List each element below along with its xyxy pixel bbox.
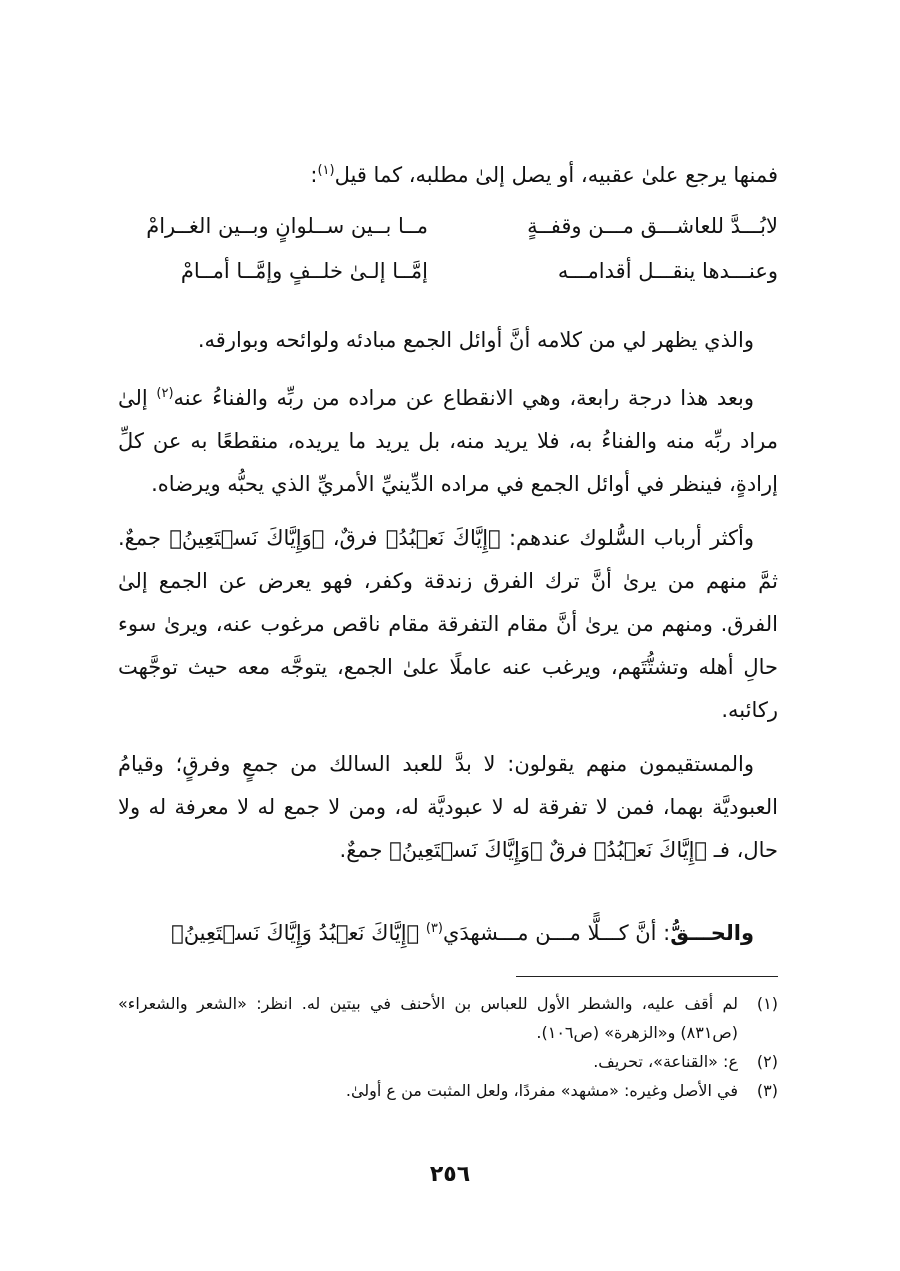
paragraph-5-text: : أنَّ كـــلًّا مـــن مـــشهدَي	[442, 921, 671, 945]
paragraph-2	[118, 377, 778, 506]
footnote-text: لم أقف عليه، والشطر الأول للعباس بن الأحنف في بيتين له. انظر: «الشعر والشعراء» (ص٨٣١) و«الزهرة» (ص١٠٦).	[118, 994, 738, 1042]
paragraph-1: والذي يظهر لي من كلامه أنَّ أوائل الجمع مبادئه ولوائحه وبوارقه.	[197, 328, 754, 352]
poem-line	[118, 259, 778, 304]
footnote-text: في الأصل وغيره: «مشهد» مفردًا، ولعل المثبت من ع أولىٰ.	[345, 1081, 738, 1100]
footnote-number: (٣)	[756, 1081, 778, 1100]
poem-hemistich-second: مــا بــين ســلوانٍ وبــين الغــرامْ	[146, 214, 428, 238]
footnote	[118, 1047, 778, 1076]
paragraph-2-body: إلىٰ مراد ربِّه منه والفناءُ به، فلا يريد منه، بل يريد ما يريده، منقطعًا به عن كلِّ إرادةٍ، فينظر في أوائل الجمع في مراده الدِّينيِّ الأمريِّ الذي يحبُّه ويرضاه.	[118, 386, 778, 496]
intro-paragraph	[118, 154, 778, 197]
poem	[118, 214, 778, 304]
poem-hemistich-first: وعنـــدها ينقـــل أقدامـــه	[557, 259, 778, 283]
paragraph-2-lead: وبعد هذا درجة رابعة، وهي الانقطاع عن مراده من ربِّه والفناءُ عنه	[173, 386, 754, 410]
footnote	[118, 1076, 778, 1105]
footnote-marker-1[interactable]: (١)	[317, 163, 335, 178]
footnote	[118, 989, 778, 1047]
poem-hemistich-first: لابُـــدَّ للعاشـــق مـــن وقفــةٍ	[527, 214, 778, 238]
intro-colon: :	[310, 163, 318, 187]
footnote-text: ع: «القناعة»، تحريف.	[593, 1052, 738, 1071]
intro-text: فمنها يرجع علىٰ عقبيه، أو يصل إلىٰ مطلبه، كما قيل	[334, 163, 778, 187]
paragraph-5-quran: ﴿إِيَّاكَ نَعۡبُدُ وَإِيَّاكَ نَسۡتَعِينُ﴾	[171, 921, 426, 945]
poem-hemistich-second: إمَّــا إلـىٰ خلــفٍ وإمَّــا أمــامْ	[180, 259, 428, 283]
paragraph-3: وأكثر أرباب السُّلوك عندهم: ﴿إِيَّاكَ نَعۡبُدُ﴾ فرقٌ، ﴿وَإِيَّاكَ نَسۡتَعِينُ﴾ جمعٌ. ثمَّ منهم من يرىٰ أنَّ ترك الفرق زندقة وكفر، فهو يعرض عن الجمع إلىٰ الفرق. ومنهم من يرىٰ أنَّ مقام التفرقة مقام ناقص مرغوب عنه، ويرىٰ سوء حالِ أهله وتشتُّتَهم، ويرغب عنه عاملًا علىٰ الجمع، يتوجَّه معه حيث توجَّهت ركائبه.	[118, 526, 778, 722]
footnote-divider	[516, 976, 778, 977]
poem-line	[118, 214, 778, 259]
page-number: ٢٥٦	[429, 1162, 471, 1187]
footnotes	[118, 989, 778, 1105]
paragraph-5	[118, 912, 778, 955]
paragraph-4: والمستقيمون منهم يقولون: لا بدَّ للعبد السالك من جمعٍ وفرقٍ؛ وقيامُ العبوديَّة بهما، فمن لا تفرقة له لا عبوديَّة له، ومن لا جمع له لا معرفة له ولا حال، فـ ﴿إِيَّاكَ نَعۡبُدُ﴾ فرقٌ ﴿وَإِيَّاكَ نَسۡتَعِينُ﴾ جمعٌ.	[118, 752, 778, 862]
footnote-number: (٢)	[756, 1052, 778, 1071]
footnote-marker-3[interactable]: (٣)	[425, 921, 443, 936]
paragraph-5-lead: والحـــقُّ	[670, 921, 754, 945]
footnote-number: (١)	[756, 994, 778, 1013]
footnote-marker-2[interactable]: (٢)	[156, 386, 174, 401]
